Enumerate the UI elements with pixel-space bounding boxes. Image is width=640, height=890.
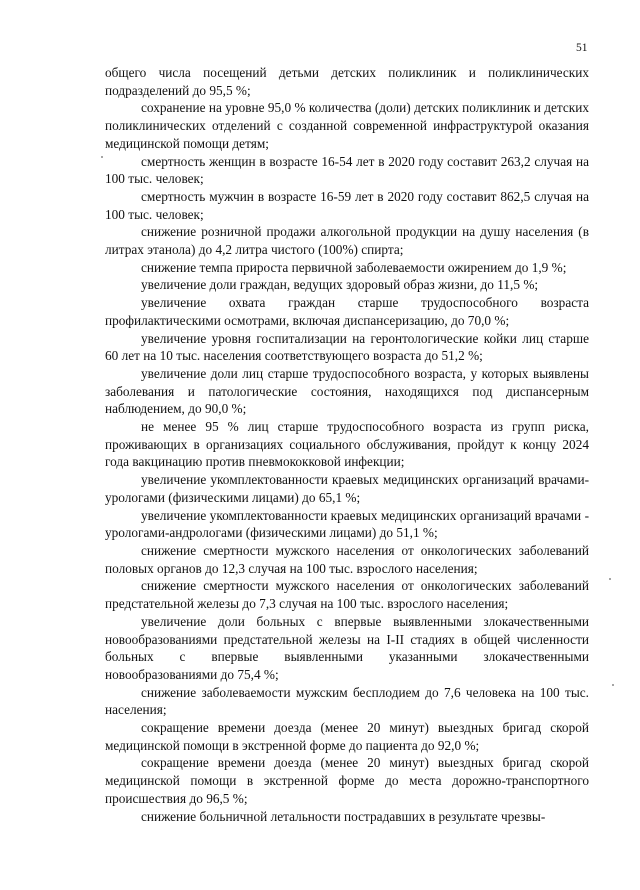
- paragraph: снижение больничной летальности пострадавших в результате чрезвы-: [141, 808, 546, 824]
- paragraph: увеличение доли граждан, ведущих здоровый образ жизни, до 11,5 %;: [141, 277, 539, 293]
- paragraph: увеличение доли больных с впервые выявленными злокачественными новообразованиями предстательной железы на I-II стадиях в общей численности больных с впервые выявленными указанными злокачественными новообразованиями до 75,4 %;: [105, 613, 589, 682]
- document-body: [105, 64, 589, 825]
- paragraph: смертность женщин в возрасте 16-54 лет в 2020 году составит 263,2 случая на 100 тыс. человек;: [105, 153, 589, 187]
- paragraph: общего числа посещений детьми детских поликлиник и поликлинических подразделений до 95,5 %;: [105, 65, 589, 98]
- paragraph: смертность мужчин в возрасте 16-59 лет в 2020 году составит 862,5 случая на 100 тыс. человек;: [105, 188, 589, 222]
- paragraph: снижение заболеваемости мужским бесплодием до 7,6 человека на 100 тыс. населения;: [105, 684, 589, 718]
- paragraph: снижение смертности мужского населения от онкологических заболеваний предстательной железы до 7,3 случая на 100 тыс. взрослого населения;: [105, 578, 589, 612]
- paragraph: увеличение укомплектованности краевых медицинских организаций врачами-урологами (физическими лицами) до 65,1 %;: [105, 472, 589, 505]
- paragraph: сокращение времени доезда (менее 20 минут) выездных бригад скорой медицинской помощи в экстренной форме до места дорожно-транспортного происшествия до 96,5 %;: [105, 755, 589, 806]
- paragraph: увеличение охвата граждан старше трудоспособного возраста профилактическими осмотрами, включая диспансеризацию, до 70,0 %;: [105, 295, 589, 328]
- paragraph: увеличение укомплектованности краевых медицинских организаций врачами - урологами-андрологами (физическими лицами) до 51,1 %;: [105, 507, 589, 541]
- paragraph: сокращение времени доезда (менее 20 минут) выездных бригад скорой медицинской помощи в экстренной форме до пациента до 92,0 %;: [105, 720, 589, 753]
- scan-speck: [101, 156, 103, 158]
- scan-speck: [612, 684, 614, 686]
- paragraph: не менее 95 % лиц старше трудоспособного возраста из групп риска, проживающих в организациях социального обслуживания, пройдут к концу 2024 года вакцинацию против пневмококковой инфекции;: [105, 419, 589, 470]
- paragraph: увеличение уровня госпитализации на геронтологические койки лиц старше 60 лет на 10 тыс. населения соответствующего возраста до 51,2 %;: [105, 330, 589, 364]
- paragraph: сохранение на уровне 95,0 % количества (доли) детских поликлиник и детских поликлинических отделений с созданной современной инфраструктурой оказания медицинской помощи детям;: [105, 100, 589, 151]
- scan-speck: [609, 578, 611, 580]
- paragraph: увеличение доли лиц старше трудоспособного возраста, у которых выявлены заболевания и патологические состояния, находящихся под диспансерным наблюдением, до 90,0 %;: [105, 365, 589, 417]
- paragraph: снижение розничной продажи алкогольной продукции на душу населения (в литрах этанола) до 4,2 литра чистого (100%) спирта;: [105, 224, 589, 258]
- page-number: 51: [576, 42, 588, 54]
- paragraph: снижение смертности мужского населения от онкологических заболеваний половых органов до 12,3 случая на 100 тыс. взрослого населения;: [105, 542, 589, 576]
- paragraph: снижение темпа прироста первичной заболеваемости ожирением до 1,9 %;: [141, 259, 567, 275]
